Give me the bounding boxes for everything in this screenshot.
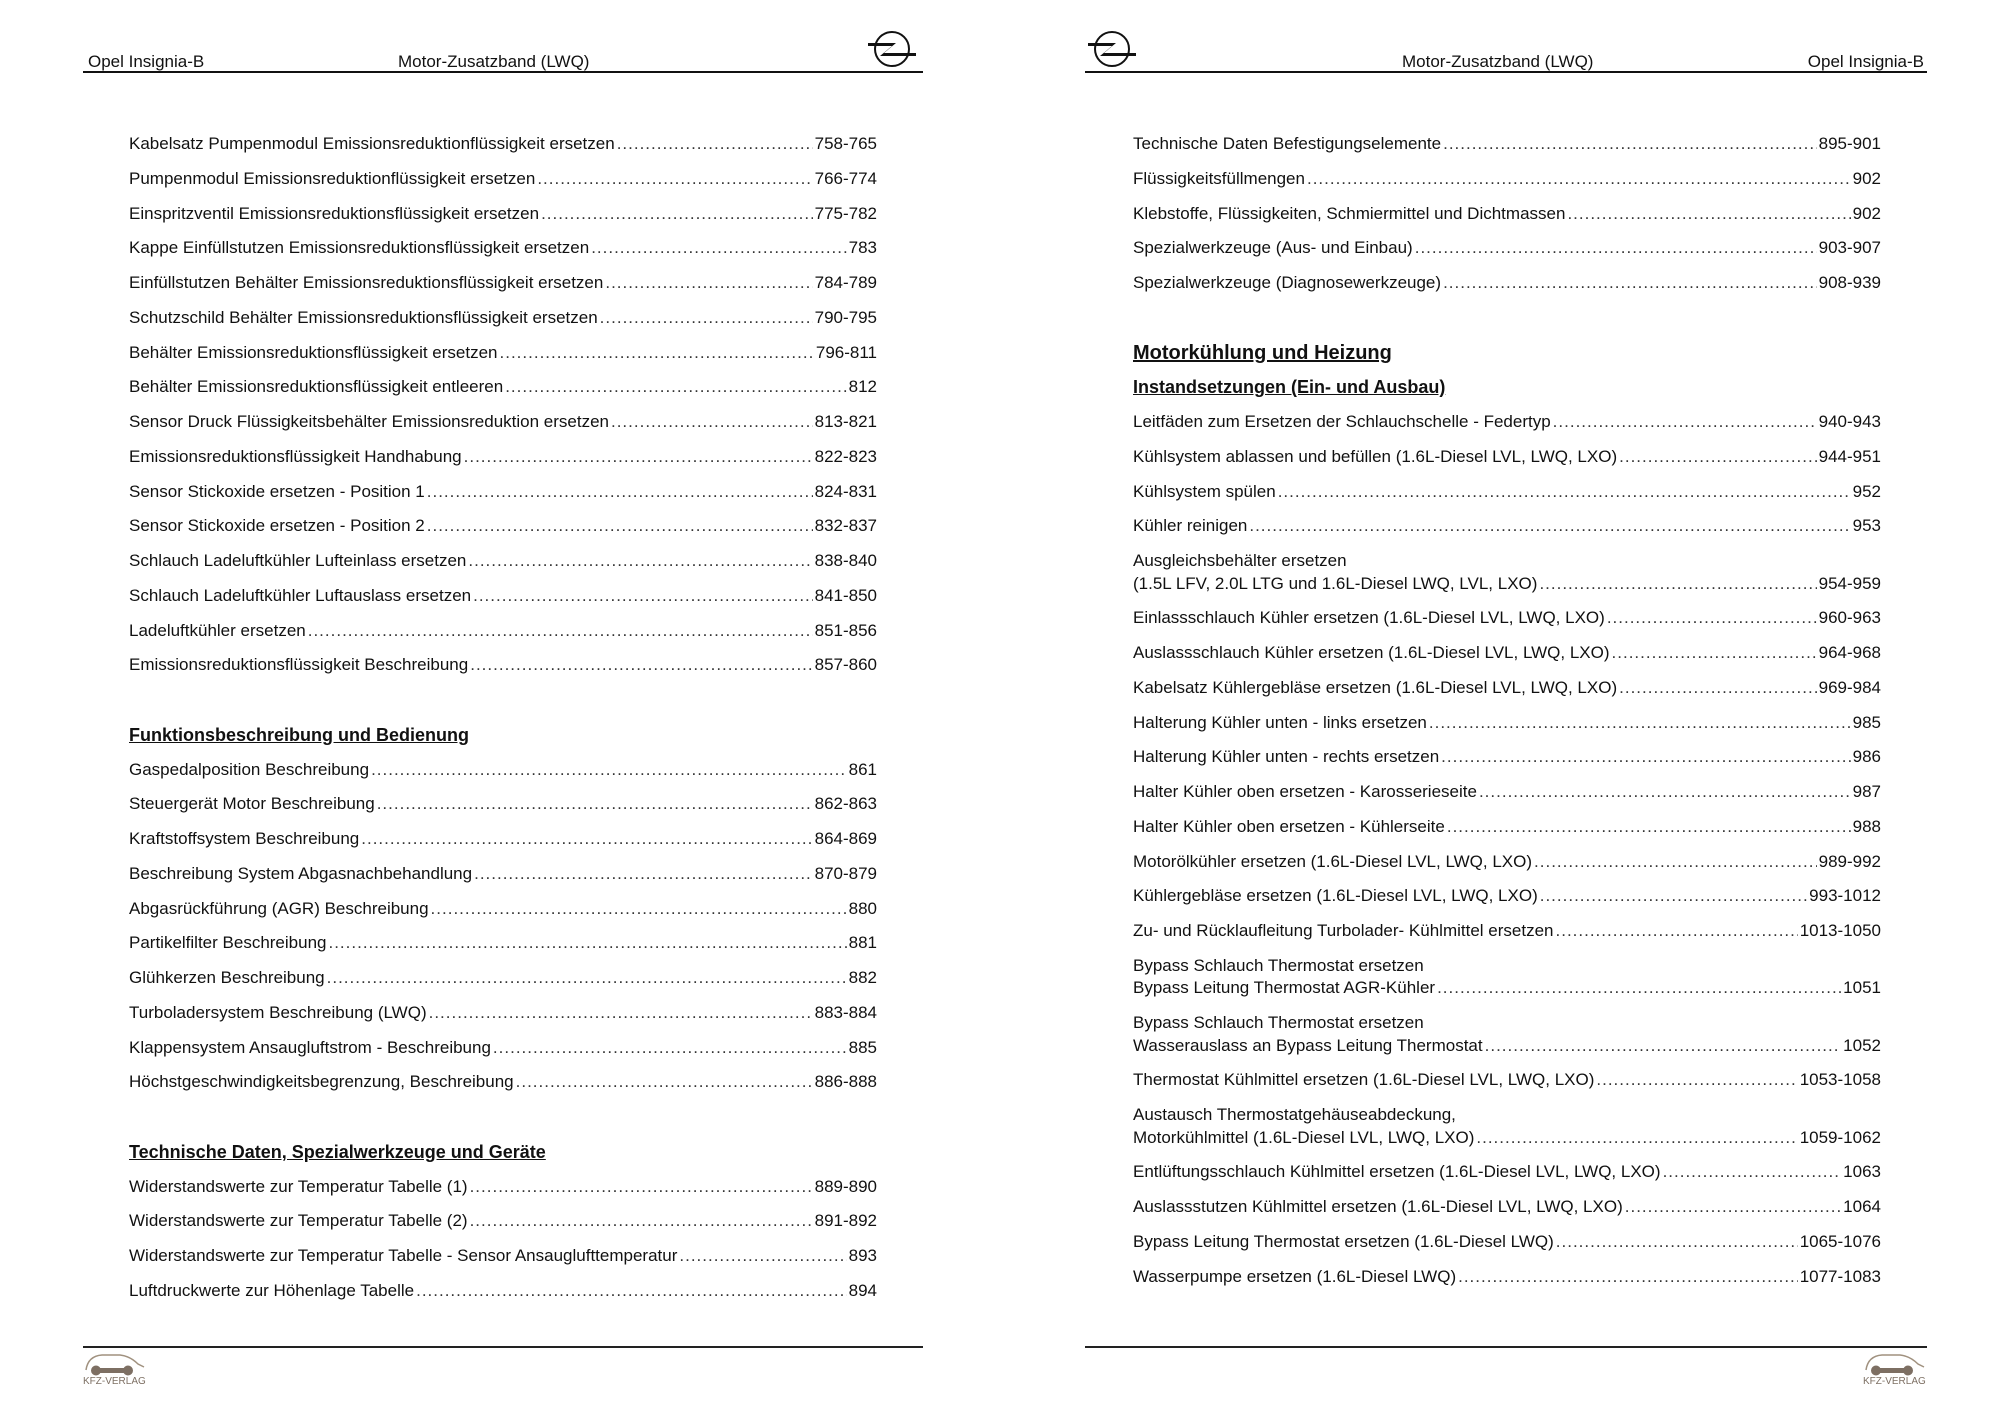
- section-heading: Instandsetzungen (Ein- und Ausbau): [1133, 377, 1446, 398]
- dot-leader: [1607, 607, 1817, 630]
- toc-entry-title: Bypass Schlauch Thermostat ersetzen: [1133, 955, 1424, 975]
- toc-entry[interactable]: [1133, 851, 1881, 874]
- dot-leader: [473, 585, 813, 608]
- dot-leader: [500, 342, 814, 365]
- toc-entry[interactable]: [1133, 237, 1881, 260]
- toc-entry[interactable]: [129, 967, 877, 990]
- toc-entry[interactable]: [1133, 781, 1881, 804]
- toc-entry-title: Einfüllstutzen Behälter Emissionsreduktionsflüssigkeit ersetzen: [129, 273, 604, 292]
- toc-entry-title: Pumpenmodul Emissionsreduktionflüssigkeit ersetzen: [129, 168, 536, 188]
- toc-entry-title: Technische Daten Befestigungselemente: [1133, 134, 1442, 153]
- toc-entry-page: 822-823: [814, 446, 877, 466]
- toc-entry-page: 1053-1058: [1799, 1070, 1881, 1090]
- toc-entry-page: 861: [848, 759, 877, 779]
- toc-entry-title: (1.5L LFV, 2.0L LTG und 1.6L-Diesel LWQ, LVL, LXO): [1133, 573, 1538, 593]
- kfz-verlag-logo-icon: [1862, 1350, 1928, 1390]
- toc-entry-title: Widerstandswerte zur Temperatur Tabelle - Sensor Ansauglufttemperatur: [129, 1246, 678, 1265]
- dot-leader: [371, 759, 847, 782]
- toc-entry[interactable]: [1133, 203, 1881, 226]
- spacer: [129, 1106, 877, 1141]
- toc-entry-page: 783: [848, 238, 877, 258]
- dot-leader: [431, 898, 847, 921]
- toc-entry-page: 969-984: [1818, 677, 1881, 697]
- toc-entry[interactable]: [129, 411, 877, 434]
- dot-leader: [1534, 851, 1817, 874]
- toc-entry-title: Ausgleichsbehälter ersetzen: [1133, 551, 1347, 570]
- toc-entry-page: 986: [1852, 747, 1881, 767]
- toc-entry[interactable]: [129, 1071, 877, 1094]
- dot-leader: [600, 307, 813, 330]
- toc-entry-title: Spezialwerkzeuge (Aus- und Einbau): [1133, 238, 1413, 258]
- toc-entry-title: Austausch Thermostatgehäuseabdeckung,: [1133, 1105, 1456, 1124]
- footer-rule: [83, 1346, 923, 1348]
- toc-entry[interactable]: [129, 307, 877, 330]
- toc-entry-title: Kappe Einfüllstutzen Emissionsreduktionsflüssigkeit ersetzen: [129, 238, 590, 258]
- toc-entry-title: Thermostat Kühlmittel ersetzen (1.6L-Diesel LVL, LWQ, LXO): [1133, 1070, 1595, 1090]
- toc-entry-page: 902: [1852, 203, 1881, 223]
- dot-leader: [474, 863, 813, 886]
- toc-entry-title: Emissionsreduktionsflüssigkeit Beschreibung: [129, 655, 469, 675]
- dot-leader: [377, 793, 813, 816]
- toc-entry[interactable]: [1133, 550, 1881, 595]
- toc-entry-title: Klappensystem Ansaugluftstrom - Beschreibung: [129, 1037, 491, 1057]
- spacer: [129, 689, 877, 724]
- toc-entry[interactable]: [1133, 920, 1881, 943]
- toc-entry-title: Spezialwerkzeuge (Diagnosewerkzeuge): [1133, 273, 1442, 292]
- toc-entry-page: 862-863: [814, 794, 877, 814]
- toc-entry-page: 954-959: [1818, 573, 1881, 593]
- dot-leader: [416, 1280, 847, 1303]
- toc-entry-page: 766-774: [814, 168, 877, 188]
- toc-entry[interactable]: [129, 654, 877, 677]
- toc-entry[interactable]: [129, 1002, 877, 1025]
- toc-entry-page: 940-943: [1818, 412, 1881, 431]
- toc-entry-page: 784-789: [814, 273, 877, 292]
- kfz-verlag-logo-icon: [82, 1350, 148, 1390]
- toc-entry-page: 1063: [1843, 1162, 1881, 1182]
- dot-leader: [468, 550, 812, 573]
- toc-entry[interactable]: [1133, 1104, 1881, 1149]
- toc-entry-page: 796-811: [815, 342, 877, 362]
- toc-entry[interactable]: [129, 585, 877, 608]
- opel-logo-icon: [866, 28, 918, 70]
- dot-leader: [605, 272, 812, 295]
- toc-entry-title: Kühlsystem ablassen und befüllen (1.6L-Diesel LVL, LWQ, LXO): [1133, 446, 1618, 466]
- toc-entry[interactable]: [1133, 1266, 1881, 1289]
- toc-entry-title: Abgasrückführung (AGR) Beschreibung: [129, 898, 429, 918]
- toc-entry-title: Flüssigkeitsfüllmengen: [1133, 168, 1305, 188]
- dot-leader: [505, 376, 846, 399]
- toc-entry-page: 1013-1050: [1799, 921, 1881, 940]
- toc-entry[interactable]: [129, 863, 877, 886]
- toc-entry-title: Turboladersystem Beschreibung (LWQ): [129, 1002, 427, 1022]
- toc-entry[interactable]: [129, 932, 877, 955]
- toc-entry[interactable]: [1133, 133, 1881, 156]
- toc-entry[interactable]: [129, 481, 877, 504]
- toc-entry-page: 812: [848, 377, 877, 397]
- header-rule: [83, 71, 923, 73]
- toc-entry[interactable]: [1133, 1161, 1881, 1184]
- toc-entry[interactable]: [129, 1176, 877, 1199]
- toc-entry-title: Höchstgeschwindigkeitsbegrenzung, Beschreibung: [129, 1072, 514, 1092]
- toc-entry-title: Glühkerzen Beschreibung: [129, 968, 325, 987]
- toc-entry[interactable]: [129, 550, 877, 573]
- toc-entry[interactable]: [129, 1210, 877, 1233]
- toc-entry[interactable]: [129, 828, 877, 851]
- toc-entry-title: Schlauch Ladeluftkühler Lufteinlass ersetzen: [129, 551, 467, 570]
- toc-entry-title: Motorkühlmittel (1.6L-Diesel LVL, LWQ, LXO): [1133, 1127, 1475, 1147]
- dot-leader: [1278, 481, 1851, 504]
- toc-entry[interactable]: [1133, 677, 1881, 700]
- toc-entry-page: 880: [848, 898, 877, 918]
- header-title: Motor-Zusatzband (LWQ): [398, 52, 590, 71]
- dot-leader: [1249, 515, 1850, 538]
- toc-entry[interactable]: [1133, 515, 1881, 538]
- toc-entry-page: 960-963: [1818, 608, 1881, 628]
- dot-leader: [541, 203, 813, 226]
- toc-entry-title: Auslassschlauch Kühler ersetzen (1.6L-Diesel LVL, LWQ, LXO): [1133, 643, 1610, 662]
- dot-leader: [427, 515, 813, 538]
- dot-leader: [1441, 746, 1850, 769]
- toc-entry-title: Steuergerät Motor Beschreibung: [129, 794, 375, 814]
- toc-entry-title: Motorölkühler ersetzen (1.6L-Diesel LVL, LWQ, LXO): [1133, 851, 1533, 871]
- dot-leader: [1437, 977, 1841, 1000]
- toc-entry-page: 989-992: [1818, 851, 1881, 871]
- toc-entry-page: 902: [1852, 168, 1881, 188]
- toc-entry-title: Sensor Stickoxide ersetzen - Position 2: [129, 516, 425, 536]
- toc-entry-page: 964-968: [1818, 643, 1881, 662]
- toc-entry-title: Sensor Stickoxide ersetzen - Position 1: [129, 481, 425, 501]
- dot-leader: [1619, 677, 1816, 700]
- dot-leader: [516, 1071, 813, 1094]
- svg-text:KFZ-VERLAG: KFZ-VERLAG: [83, 1376, 146, 1387]
- toc-entry-page: 894: [848, 1280, 877, 1300]
- toc-entry-page: 851-856: [814, 620, 877, 640]
- toc-entry[interactable]: [129, 168, 877, 191]
- toc-entry-title: Behälter Emissionsreduktionsflüssigkeit entleeren: [129, 377, 504, 397]
- toc-entry-title: Kabelsatz Kühlergebläse ersetzen (1.6L-Diesel LVL, LWQ, LXO): [1133, 677, 1618, 697]
- toc-entry-title: Auslassstutzen Kühlmittel ersetzen (1.6L-Diesel LVL, LWQ, LXO): [1133, 1197, 1623, 1216]
- dot-leader: [1596, 1069, 1797, 1092]
- dot-leader: [328, 932, 846, 955]
- toc-entry-page: 893: [848, 1246, 877, 1265]
- toc-entry-page: 864-869: [814, 829, 877, 848]
- toc-entry-page: 882: [848, 968, 877, 987]
- toc-entry-page: 895-901: [1818, 134, 1881, 153]
- toc-entry-title: Kühlsystem spülen: [1133, 481, 1276, 501]
- toc-entry[interactable]: [129, 237, 877, 260]
- toc-entry-title: Bypass Leitung Thermostat ersetzen (1.6L-Diesel LWQ): [1133, 1231, 1554, 1251]
- toc-entry[interactable]: [129, 376, 877, 399]
- dot-leader: [1556, 920, 1798, 943]
- header-vehicle: Opel Insignia-B: [88, 52, 205, 71]
- toc-entry-title: Schlauch Ladeluftkühler Luftauslass ersetzen: [129, 585, 472, 605]
- toc-entry-title: Halterung Kühler unten - rechts ersetzen: [1133, 747, 1440, 767]
- toc-entry[interactable]: [1133, 955, 1881, 1000]
- dot-leader: [308, 620, 813, 643]
- dot-leader: [470, 654, 812, 677]
- toc-entry-title: Entlüftungsschlauch Kühlmittel ersetzen (1.6L-Diesel LVL, LWQ, LXO): [1133, 1162, 1661, 1182]
- dot-leader: [591, 237, 846, 260]
- toc-entry-title: Partikelfilter Beschreibung: [129, 933, 327, 953]
- toc-entry[interactable]: [1133, 885, 1881, 908]
- dot-leader: [1612, 642, 1817, 665]
- dot-leader: [1619, 446, 1816, 469]
- dot-leader: [427, 481, 813, 504]
- toc-entry[interactable]: [129, 342, 877, 365]
- dot-leader: [1458, 1266, 1798, 1289]
- toc-entry-page: 838-840: [814, 551, 877, 570]
- toc-entry[interactable]: [129, 446, 877, 469]
- toc-entry-title: Widerstandswerte zur Temperatur Tabelle (1): [129, 1176, 468, 1196]
- toc-entry-page: 953: [1852, 516, 1881, 536]
- toc-entry[interactable]: [129, 759, 877, 782]
- toc-entry[interactable]: [129, 203, 877, 226]
- dot-leader: [1447, 816, 1851, 839]
- dot-leader: [1479, 781, 1851, 804]
- dot-leader: [617, 133, 813, 156]
- toc-entry-page: 886-888: [814, 1072, 877, 1092]
- toc-entry-title: Halterung Kühler unten - links ersetzen: [1133, 712, 1427, 732]
- toc-entry-page: 813-821: [814, 412, 877, 431]
- toc-entry-title: Leitfäden zum Ersetzen der Schlauchschelle - Federtyp: [1133, 412, 1551, 431]
- toc-list: [1133, 133, 1881, 1300]
- dot-leader: [464, 446, 813, 469]
- dot-leader: [1625, 1196, 1841, 1219]
- toc-entry[interactable]: [1133, 746, 1881, 769]
- toc-entry-page: 857-860: [814, 655, 877, 675]
- toc-entry[interactable]: [1133, 168, 1881, 191]
- toc-entry[interactable]: [1133, 272, 1881, 295]
- dot-leader: [1429, 712, 1851, 735]
- toc-entry[interactable]: [1133, 642, 1881, 665]
- toc-entry-page: 870-879: [814, 863, 877, 883]
- toc-entry-page: 883-884: [814, 1002, 877, 1022]
- toc-entry-page: 988: [1852, 816, 1881, 836]
- toc-entry-page: 889-890: [814, 1176, 877, 1196]
- toc-entry-page: 1077-1083: [1799, 1266, 1881, 1286]
- right-page: [1000, 0, 2000, 1413]
- toc-entry[interactable]: [1133, 1012, 1881, 1057]
- toc-entry[interactable]: [129, 1245, 877, 1268]
- toc-entry-title: Gaspedalposition Beschreibung: [129, 759, 370, 779]
- toc-entry[interactable]: [129, 1037, 877, 1060]
- dot-leader: [537, 168, 812, 191]
- toc-entry-title: Bypass Leitung Thermostat AGR-Kühler: [1133, 978, 1436, 998]
- toc-entry[interactable]: [1133, 446, 1881, 469]
- toc-entry-title: Klebstoffe, Flüssigkeiten, Schmiermittel und Dichtmassen: [1133, 203, 1566, 223]
- header-title: Motor-Zusatzband (LWQ): [1402, 52, 1594, 71]
- toc-entry-title: Einspritzventil Emissionsreduktionsflüssigkeit ersetzen: [129, 203, 540, 223]
- dot-leader: [429, 1002, 813, 1025]
- toc-entry-title: Schutzschild Behälter Emissionsreduktionsflüssigkeit ersetzen: [129, 307, 598, 327]
- toc-entry[interactable]: [1133, 411, 1881, 434]
- opel-logo-icon: [1086, 28, 1138, 70]
- toc-entry-page: 944-951: [1818, 446, 1881, 466]
- toc-entry-page: 903-907: [1818, 238, 1881, 258]
- dot-leader: [1415, 237, 1817, 260]
- dot-leader: [493, 1037, 847, 1060]
- header-vehicle: Opel Insignia-B: [1807, 52, 1924, 71]
- toc-entry-page: 841-850: [814, 585, 877, 605]
- toc-entry-page: 1059-1062: [1799, 1127, 1881, 1147]
- toc-entry-page: 952: [1852, 481, 1881, 501]
- toc-entry-title: Luftdruckwerte zur Höhenlage Tabelle: [129, 1280, 415, 1300]
- dot-leader: [611, 411, 813, 434]
- toc-entry-title: Beschreibung System Abgasnachbehandlung: [129, 863, 473, 883]
- toc-entry[interactable]: [1133, 816, 1881, 839]
- toc-entry-title: Emissionsreduktionsflüssigkeit Handhabung: [129, 446, 462, 466]
- toc-entry-page: 1065-1076: [1799, 1231, 1881, 1251]
- toc-entry-title: Sensor Druck Flüssigkeitsbehälter Emissionsreduktion ersetzen: [129, 412, 609, 431]
- dot-leader: [1485, 1035, 1842, 1058]
- toc-entry-title: Einlassschlauch Kühler ersetzen (1.6L-Diesel LVL, LWQ, LXO): [1133, 608, 1605, 628]
- dot-leader: [1553, 411, 1817, 434]
- toc-entry-title: Widerstandswerte zur Temperatur Tabelle (2): [129, 1211, 468, 1231]
- toc-entry-title: Wasserpumpe ersetzen (1.6L-Diesel LWQ): [1133, 1266, 1457, 1286]
- spacer: [1133, 307, 1881, 342]
- dot-leader: [1540, 885, 1807, 908]
- dot-leader: [679, 1245, 846, 1268]
- toc-entry[interactable]: [129, 133, 877, 156]
- toc-entry[interactable]: [1133, 607, 1881, 630]
- toc-entry-page: 1052: [1843, 1035, 1881, 1055]
- toc-entry-page: 993-1012: [1809, 886, 1881, 906]
- toc-entry-page: 790-795: [814, 307, 877, 327]
- footer-rule: [1085, 1346, 1927, 1348]
- dot-leader: [1539, 573, 1816, 596]
- toc-entry-title: Ladeluftkühler ersetzen: [129, 620, 306, 640]
- toc-entry-title: Halter Kühler oben ersetzen - Kühlerseite: [1133, 816, 1445, 836]
- toc-entry-title: Kühler reinigen: [1133, 516, 1248, 536]
- toc-entry-page: 1064: [1843, 1197, 1881, 1216]
- dot-leader: [1567, 203, 1850, 226]
- toc-entry[interactable]: [129, 793, 877, 816]
- toc-entry-title: Kraftstoffsystem Beschreibung: [129, 829, 360, 848]
- dot-leader: [361, 828, 812, 851]
- dot-leader: [1663, 1161, 1842, 1184]
- toc-entry-page: 881: [848, 933, 877, 953]
- toc-entry[interactable]: [1133, 712, 1881, 735]
- toc-entry-title: Kühlergebläse ersetzen (1.6L-Diesel LVL, LWQ, LXO): [1133, 886, 1538, 906]
- section-heading: Motorkühlung und Heizung: [1133, 341, 1392, 364]
- toc-entry-page: 758-765: [814, 134, 877, 153]
- toc-entry-page: 987: [1852, 782, 1881, 801]
- toc-list: [129, 133, 877, 1315]
- toc-entry-title: Halter Kühler oben ersetzen - Karosserieseite: [1133, 782, 1477, 801]
- toc-entry[interactable]: [129, 515, 877, 538]
- dot-leader: [470, 1176, 813, 1199]
- toc-entry-title: Zu- und Rücklaufleitung Turbolader- Kühlmittel ersetzen: [1133, 921, 1554, 940]
- toc-entry[interactable]: [129, 272, 877, 295]
- section-heading: Funktionsbeschreibung und Bedienung: [129, 724, 469, 745]
- dot-leader: [1476, 1127, 1797, 1150]
- toc-entry-page: 908-939: [1818, 273, 1881, 292]
- header-rule: [1085, 71, 1927, 73]
- dot-leader: [1443, 272, 1817, 295]
- toc-entry[interactable]: [1133, 1069, 1881, 1092]
- toc-entry-page: 891-892: [814, 1211, 877, 1231]
- toc-entry[interactable]: [129, 898, 877, 921]
- toc-entry-page: 775-782: [814, 203, 877, 223]
- toc-entry-title: Kabelsatz Pumpenmodul Emissionsreduktionflüssigkeit ersetzen: [129, 134, 615, 153]
- toc-entry[interactable]: [1133, 1231, 1881, 1254]
- dot-leader: [470, 1210, 813, 1233]
- toc-entry[interactable]: [129, 620, 877, 643]
- dot-leader: [1443, 133, 1817, 156]
- toc-entry[interactable]: [1133, 1196, 1881, 1219]
- section-heading: Technische Daten, Spezialwerkzeuge und Geräte: [129, 1141, 546, 1162]
- toc-entry-page: 885: [848, 1037, 877, 1057]
- toc-entry-page: 832-837: [814, 516, 877, 536]
- toc-entry[interactable]: [1133, 481, 1881, 504]
- dot-leader: [1556, 1231, 1798, 1254]
- toc-entry-title: Bypass Schlauch Thermostat ersetzen: [1133, 1013, 1424, 1032]
- toc-entry-page: 985: [1852, 712, 1881, 732]
- svg-text:KFZ-VERLAG: KFZ-VERLAG: [1863, 1376, 1926, 1387]
- dot-leader: [1307, 168, 1851, 191]
- toc-entry-title: Wasserauslass an Bypass Leitung Thermostat: [1133, 1035, 1483, 1055]
- toc-entry-page: 824-831: [814, 481, 877, 501]
- toc-entry[interactable]: [129, 1280, 877, 1303]
- toc-entry-title: Behälter Emissionsreduktionsflüssigkeit ersetzen: [129, 342, 498, 362]
- dot-leader: [327, 967, 847, 990]
- toc-entry-page: 1051: [1843, 978, 1881, 998]
